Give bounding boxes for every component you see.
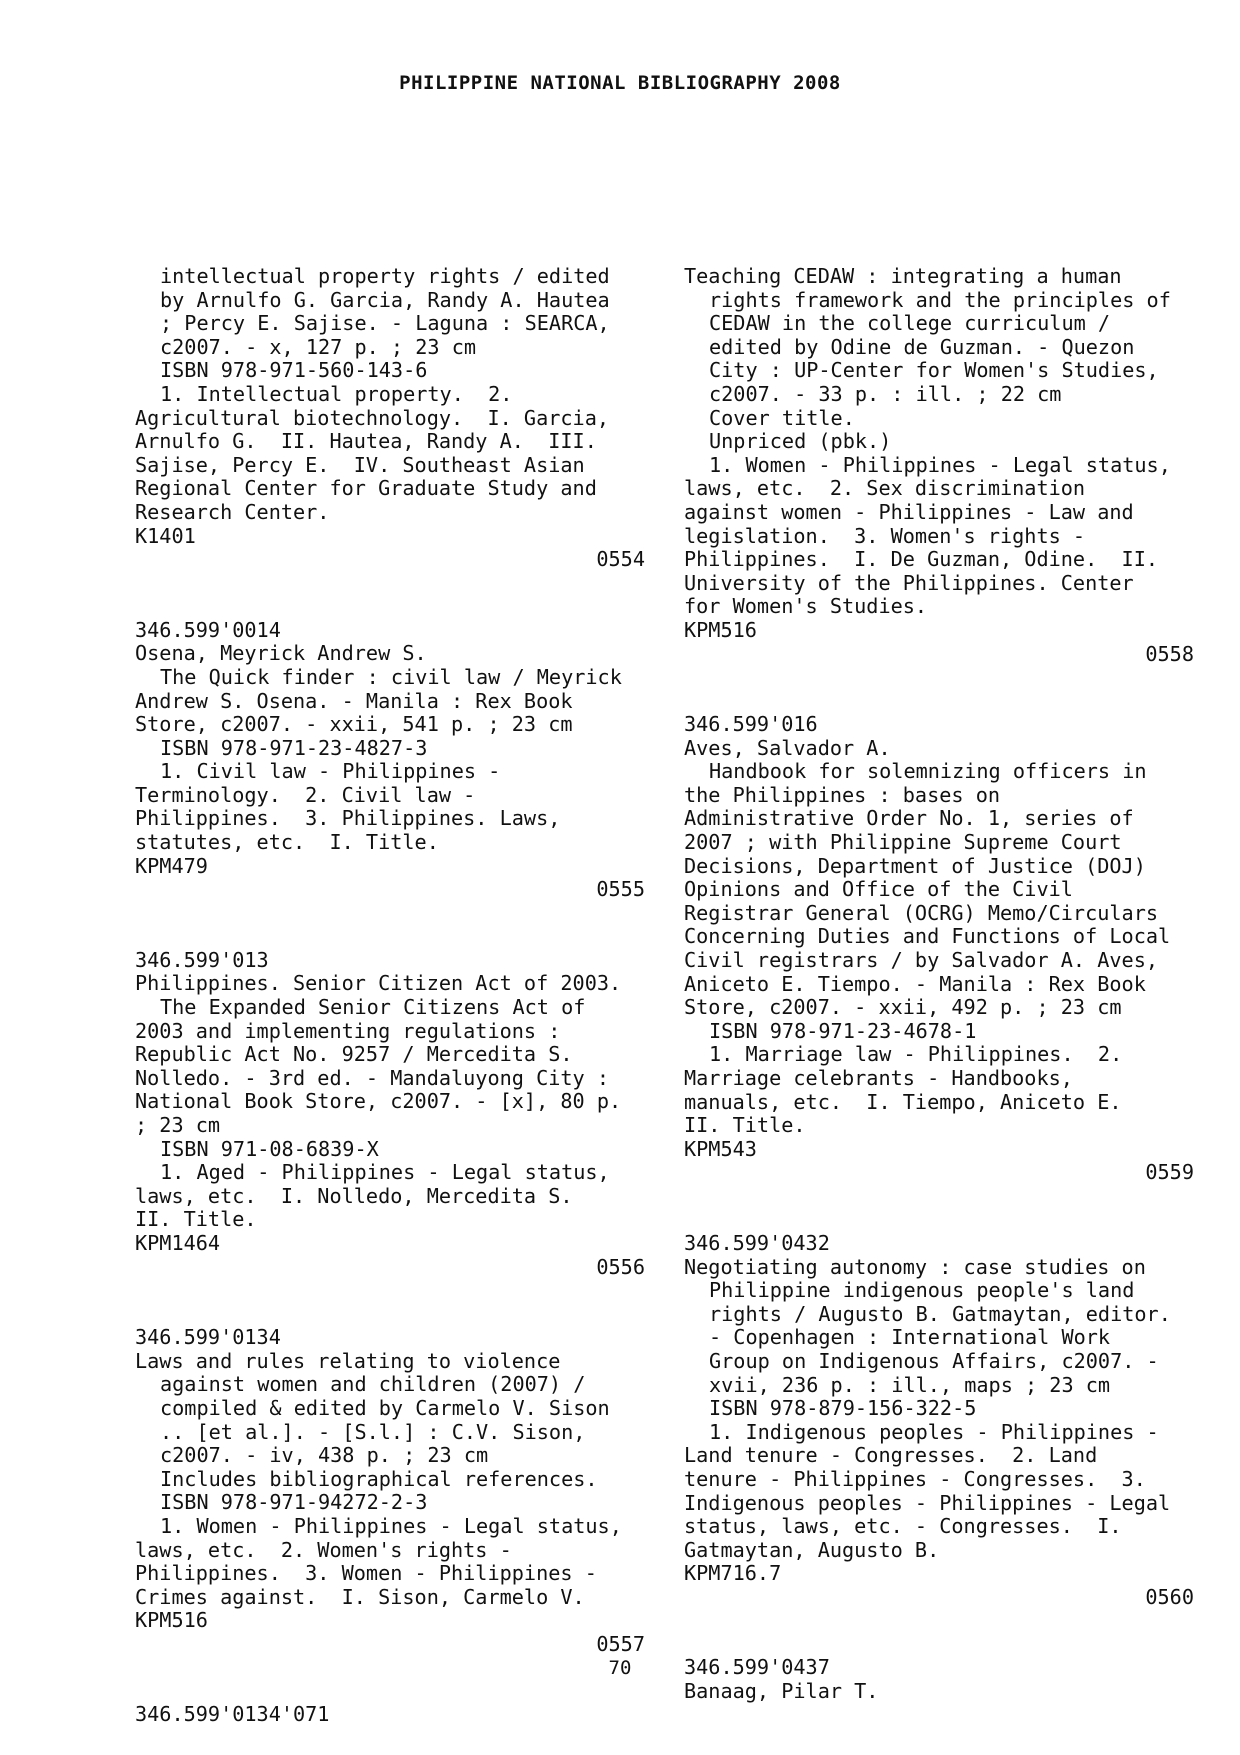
entry-line: II. Title. bbox=[135, 1207, 257, 1232]
entry-line: KPM516 bbox=[684, 617, 757, 642]
entry-line: 1. Women - Philippines - Legal status, bbox=[160, 1513, 622, 1538]
entry-line: Osena, Meyrick Andrew S. bbox=[135, 641, 427, 666]
entry-line: edited by Odine de Guzman. - Quezon bbox=[709, 334, 1135, 359]
entry-line: Andrew S. Osena. - Manila : Rex Book bbox=[135, 688, 573, 713]
entry-line: laws, etc. 2. Women's rights - bbox=[135, 1537, 512, 1562]
entry-number: 0558 bbox=[1145, 641, 1194, 666]
entry-line: ISBN 978-879-156-322-5 bbox=[709, 1396, 977, 1421]
bibliography-entry bbox=[135, 619, 645, 902]
entry-line: Agricultural biotechnology. I. Garcia, bbox=[135, 405, 610, 430]
entry-line: Group on Indigenous Affairs, c2007. - bbox=[709, 1348, 1159, 1373]
entry-line: c2007. - x, 127 p. ; 23 cm bbox=[160, 334, 477, 359]
entry-line: Aniceto E. Tiempo. - Manila : Rex Book bbox=[684, 971, 1146, 996]
bibliography-entry bbox=[684, 713, 1194, 1185]
bibliography-entry bbox=[684, 265, 1194, 666]
entry-line: National Book Store, c2007. - [x], 80 p. bbox=[135, 1089, 622, 1114]
entry-line: KPM479 bbox=[135, 853, 208, 878]
entry-line: 346.599'0134'071 bbox=[135, 1702, 330, 1727]
entry-line: 346.599'0437 bbox=[684, 1655, 830, 1680]
entry-line: Nolledo. - 3rd ed. - Mandaluyong City : bbox=[135, 1065, 610, 1090]
entry-line: Concerning Duties and Functions of Local bbox=[684, 924, 1171, 949]
entry-line: 1. Marriage law - Philippines. 2. bbox=[709, 1042, 1123, 1067]
entry-line: manuals, etc. I. Tiempo, Aniceto E. bbox=[684, 1089, 1122, 1114]
entry-line: Banaag, Pilar T. bbox=[684, 1679, 879, 1704]
page-header: PHILIPPINE NATIONAL BIBLIOGRAPHY 2008 bbox=[399, 72, 841, 94]
entry-number: 0557 bbox=[596, 1631, 645, 1656]
entry-line: Cover title. bbox=[709, 405, 855, 430]
entry-line: 346.599'0014 bbox=[135, 617, 281, 642]
entry-line: Unpriced (pbk.) bbox=[709, 429, 892, 454]
right-column bbox=[684, 265, 1194, 1704]
entry-line: Sajise, Percy E. IV. Southeast Asian bbox=[135, 452, 585, 477]
bibliography-entry bbox=[135, 265, 645, 572]
entry-line: Aves, Salvador A. bbox=[684, 735, 891, 760]
entry-line: 2003 and implementing regulations : bbox=[135, 1018, 561, 1043]
entry-line: 1. Women - Philippines - Legal status, bbox=[709, 452, 1171, 477]
entry-line: Registrar General (OCRG) Memo/Circulars bbox=[684, 900, 1159, 925]
entry-line: K1401 bbox=[135, 523, 196, 548]
entry-line: c2007. - iv, 438 p. ; 23 cm bbox=[160, 1443, 489, 1468]
entry-line: ISBN 978-971-23-4678-1 bbox=[709, 1018, 977, 1043]
entry-line: KPM1464 bbox=[135, 1230, 221, 1255]
entry-line: laws, etc. 2. Sex discrimination bbox=[684, 476, 1086, 501]
entry-line: against women and children (2007) / bbox=[160, 1372, 586, 1397]
entry-line: ; Percy E. Sajise. - Laguna : SEARCA, bbox=[160, 311, 610, 336]
entry-line: 346.599'016 bbox=[684, 712, 818, 737]
entry-number: 0555 bbox=[596, 877, 645, 902]
entry-line: KPM716.7 bbox=[684, 1561, 782, 1586]
entry-line: ; 23 cm bbox=[135, 1113, 221, 1137]
entry-line: The Quick finder : civil law / Meyrick bbox=[160, 664, 622, 689]
entry-line: Includes bibliographical references. bbox=[160, 1466, 598, 1491]
entry-gap bbox=[135, 902, 645, 949]
entry-line: Terminology. 2. Civil law - bbox=[135, 782, 476, 807]
entry-line: against women - Philippines - Law and bbox=[684, 499, 1134, 524]
entry-line: Philippine indigenous people's land bbox=[709, 1278, 1135, 1303]
entry-line: rights / Augusto B. Gatmaytan, editor. bbox=[709, 1301, 1171, 1326]
entry-line: ISBN 978-971-560-143-6 bbox=[160, 358, 428, 383]
entry-line: Laws and rules relating to violence bbox=[135, 1348, 561, 1373]
entry-line: Opinions and Office of the Civil bbox=[684, 877, 1073, 902]
entry-line: University of the Philippines. Center bbox=[684, 570, 1134, 595]
entry-line: The Expanded Senior Citizens Act of bbox=[160, 995, 586, 1020]
entry-line: Indigenous peoples - Philippines - Legal bbox=[684, 1490, 1171, 1515]
entry-line: 1. Indigenous peoples - Philippines - bbox=[709, 1419, 1159, 1444]
entry-number: 0560 bbox=[1145, 1584, 1194, 1609]
entry-line: status, laws, etc. - Congresses. I. bbox=[684, 1514, 1122, 1539]
entry-line: - Copenhagen : International Work bbox=[709, 1325, 1111, 1350]
entry-line: Regional Center for Graduate Study and bbox=[135, 476, 597, 501]
entry-line: Gatmaytan, Augusto B. bbox=[684, 1537, 940, 1562]
entry-line: Philippines. I. De Guzman, Odine. II. bbox=[684, 547, 1159, 572]
entry-line: 1. Intellectual property. 2. bbox=[160, 381, 513, 406]
entry-line: Civil registrars / by Salvador A. Aves, bbox=[684, 948, 1159, 973]
entry-line: Store, c2007. - xxii, 541 p. ; 23 cm bbox=[135, 712, 573, 737]
entry-line: the Philippines : bases on bbox=[684, 782, 1001, 807]
entry-line: legislation. 3. Women's rights - bbox=[684, 523, 1086, 548]
entry-line: Handbook for solemnizing officers in bbox=[709, 759, 1147, 784]
entry-number: 0556 bbox=[596, 1254, 645, 1279]
bibliography-entry bbox=[135, 1326, 645, 1656]
entry-line: Republic Act No. 9257 / Mercedita S. bbox=[135, 1042, 573, 1067]
bibliography-entry bbox=[684, 1232, 1194, 1610]
entry-line: .. [et al.]. - [S.l.] : C.V. Sison, bbox=[160, 1419, 586, 1444]
entry-line: Arnulfo G. II. Hautea, Randy A. III. bbox=[135, 429, 597, 454]
entry-line: Philippines. Senior Citizen Act of 2003. bbox=[135, 971, 622, 996]
entry-line: Teaching CEDAW : integrating a human bbox=[684, 264, 1122, 288]
entry-line: CEDAW in the college curriculum / bbox=[709, 311, 1111, 336]
page-number: 70 bbox=[608, 1657, 632, 1679]
entry-gap bbox=[135, 572, 645, 619]
entry-line: KPM516 bbox=[135, 1608, 208, 1633]
entry-line: by Arnulfo G. Garcia, Randy A. Hautea bbox=[160, 287, 610, 312]
entry-line: Negotiating autonomy : case studies on bbox=[684, 1254, 1146, 1279]
entry-line: Decisions, Department of Justice (DOJ) bbox=[684, 853, 1146, 878]
entry-line: Crimes against. I. Sison, Carmelo V. bbox=[135, 1584, 585, 1609]
entry-line: xvii, 236 p. : ill., maps ; 23 cm bbox=[709, 1372, 1111, 1397]
entry-line: c2007. - 33 p. : ill. ; 22 cm bbox=[709, 381, 1062, 406]
entry-line: statutes, etc. I. Title. bbox=[135, 830, 439, 855]
entry-number: 0554 bbox=[596, 547, 645, 572]
entry-line: ISBN 971-08-6839-X bbox=[160, 1136, 379, 1161]
entry-line: 1. Civil law - Philippines - bbox=[160, 759, 501, 784]
entry-line: ISBN 978-971-94272-2-3 bbox=[160, 1490, 428, 1515]
entry-gap bbox=[684, 1185, 1194, 1232]
entry-line: KPM543 bbox=[684, 1136, 757, 1161]
entry-line: City : UP-Center for Women's Studies, bbox=[709, 358, 1159, 383]
entry-line: 346.599'0432 bbox=[684, 1230, 830, 1255]
entry-line: Philippines. 3. Women - Philippines - bbox=[135, 1561, 597, 1586]
entry-line: ISBN 978-971-23-4827-3 bbox=[160, 735, 428, 760]
entry-line: Research Center. bbox=[135, 499, 330, 524]
entry-line: Marriage celebrants - Handbooks, bbox=[684, 1066, 1073, 1090]
entry-number: 0559 bbox=[1145, 1160, 1194, 1185]
left-column bbox=[135, 265, 645, 1727]
entry-line: 2007 ; with Philippine Supreme Court bbox=[684, 830, 1122, 855]
entry-line: intellectual property rights / edited bbox=[160, 264, 610, 288]
entry-line: Administrative Order No. 1, series of bbox=[684, 806, 1134, 831]
entry-line: 1. Aged - Philippines - Legal status, bbox=[160, 1160, 610, 1185]
entry-line: for Women's Studies. bbox=[684, 594, 928, 619]
entry-gap bbox=[684, 666, 1194, 713]
bibliography-entry bbox=[135, 1703, 645, 1727]
entry-line: rights framework and the principles of bbox=[709, 287, 1171, 312]
entry-line: 346.599'013 bbox=[135, 947, 269, 972]
entry-line: Land tenure - Congresses. 2. Land bbox=[684, 1443, 1098, 1468]
entry-line: laws, etc. I. Nolledo, Mercedita S. bbox=[135, 1183, 573, 1208]
entry-line: 346.599'0134 bbox=[135, 1325, 281, 1350]
entry-line: Store, c2007. - xxii, 492 p. ; 23 cm bbox=[684, 995, 1122, 1020]
entry-line: II. Title. bbox=[684, 1113, 806, 1138]
entry-gap bbox=[135, 1279, 645, 1326]
entry-line: Philippines. 3. Philippines. Laws, bbox=[135, 806, 561, 831]
entry-line: compiled & edited by Carmelo V. Sison bbox=[160, 1395, 610, 1420]
entry-gap bbox=[684, 1609, 1194, 1656]
entry-line: tenure - Philippines - Congresses. 3. bbox=[684, 1466, 1146, 1491]
bibliography-entry bbox=[135, 949, 645, 1279]
